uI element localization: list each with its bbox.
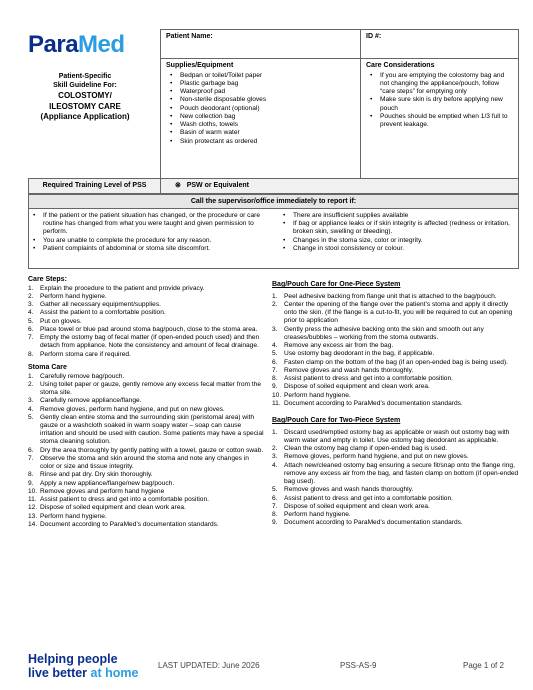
step-text: Remove gloves and wash hands thoroughly. (284, 366, 414, 374)
step-item (28, 471, 264, 479)
document-code: PSS-AS-9 (340, 661, 377, 670)
step-number: 7. (272, 366, 278, 374)
step-item (28, 480, 264, 488)
step-text: Use ostomy bag deodorant in the bag, if applicable. (284, 350, 435, 358)
step-text: Remove gloves, perform hand hygiene, and put on new gloves. (284, 453, 469, 461)
training-level-bar (28, 178, 519, 194)
step-number: 8. (272, 511, 278, 519)
list-item: • Plastic garbage bag (166, 80, 355, 88)
list-item: • Non-sterile disposable gloves (166, 96, 355, 104)
step-number: 3. (272, 453, 278, 461)
step-text: Gather all necessary equipment/supplies. (40, 301, 161, 309)
step-item (28, 334, 264, 350)
step-item (28, 488, 264, 496)
step-text: Empty the ostomy bag of fecal matter (if open-ended pouch used) and then detach from appliance. Note the consistency and amount of fecal drainage. (40, 334, 260, 350)
step-text: Gently clean entire stoma and the surrounding skin (peristomal area) with gauze or a washcloth soaked in warm soapy water – soap can cause irritation and should be used with caution. Some patients may have a special stoma cleaning solution. (40, 413, 264, 446)
step-text: Attach new/cleaned ostomy bag ensuring a secure fit/snap onto the flange ring, remove any excess air from the bag, and fasten clamp on bottom (if open-ended bag used). (284, 461, 519, 486)
list-item: • Patient complaints of abdominal or stoma site discomfort. (29, 245, 279, 253)
step-item (272, 511, 520, 519)
step-text: Discard used/emptied ostomy bag as applicable or wash out ostomy bag with warm water and empty in toilet. Use ostomy bag deodorant as applicable. (284, 428, 510, 445)
step-number: 4. (28, 405, 34, 413)
step-item (272, 326, 520, 342)
paramed-logo: ParaMed (28, 31, 125, 58)
step-number: 12. (28, 504, 38, 512)
step-text: Carefully remove appliance/flange. (40, 397, 142, 405)
step-item (28, 447, 264, 455)
step-item (272, 453, 520, 461)
step-number: 6. (28, 446, 34, 454)
step-text: Dry the area thoroughly by gently patting with a towel, gauze or cotton swab. (40, 446, 264, 454)
step-text: Carefully remove bag/pouch. (40, 372, 125, 380)
step-text: Perform hand hygiene. (284, 511, 351, 519)
footer-tagline: Helping people live better at home (28, 652, 139, 680)
step-item (272, 429, 520, 445)
step-number: 1. (28, 284, 34, 292)
step-item (28, 504, 264, 512)
care-considerations-list (366, 72, 513, 130)
step-text: Clean the ostomy bag clamp if open-ended bag is used. (284, 445, 448, 453)
step-item (272, 383, 520, 391)
step-number: 2. (28, 380, 34, 388)
training-value: ⊗ PSW or Equivalent (175, 182, 249, 189)
step-number: 8. (272, 375, 278, 383)
step-item (28, 293, 264, 301)
step-number: 13. (28, 512, 38, 520)
step-text: Explain the procedure to the patient and provide privacy. (40, 284, 205, 292)
step-item (28, 455, 264, 471)
step-number: 5. (28, 317, 34, 325)
step-number: 6. (272, 494, 278, 502)
step-item (28, 285, 264, 293)
step-text: Dispose of soiled equipment and clean work area. (40, 504, 186, 512)
step-number: 11. (272, 399, 281, 407)
two-piece-title: Bag/Pouch Care for Two-Piece System (272, 417, 401, 425)
step-number: 1. (272, 428, 278, 436)
step-item (272, 350, 520, 358)
step-text: Apply a new appliance/flange/new bag/pouch. (40, 479, 175, 487)
call-supervisor-banner: Call the supervisor/office immediately to report if: (28, 194, 519, 209)
step-text: Perform hand hygiene. (40, 292, 107, 300)
step-number: 9. (272, 519, 278, 527)
step-item (28, 326, 264, 334)
step-item (28, 521, 264, 529)
page-number: Page 1 of 2 (463, 661, 504, 670)
step-text: Assist the patient to a comfortable position. (40, 309, 166, 317)
step-item (28, 513, 264, 521)
list-item: • Waterproof pad (166, 88, 355, 96)
step-number: 7. (28, 334, 34, 342)
step-text: Perform hand hygiene. (40, 512, 107, 520)
step-item (272, 445, 520, 453)
step-number: 5. (272, 486, 278, 494)
one-piece-title: Bag/Pouch Care for One-Piece System (272, 281, 401, 288)
step-number: 4. (28, 309, 34, 317)
list-item: • There are insufficient supplies available (279, 212, 517, 220)
step-text: Using toilet paper or gauze, gently remove any excess fecal matter from the stoma site. (40, 380, 261, 397)
care-considerations-cell: Care Considerations • If you are emptying the colostomy bag and not changing the appliance/pouch, follow “care steps” for emptying only • Make sure skin is dry before applying new pouch • Pouches should be emptied when 1/3 full to prevent leakage. (361, 59, 519, 179)
step-item (28, 351, 264, 359)
left-column (28, 273, 264, 529)
supplies-list (166, 72, 355, 146)
step-text: Center the opening of the flange over the patient’s stoma and apply it directly onto the skin. (If the flange is a cut-to-fit, you will be required to cut an opening prior to application (284, 300, 513, 325)
step-text: Document according to ParaMed’s documentation standards. (284, 399, 463, 407)
report-list-right (279, 212, 517, 253)
step-text: Assist patient to dress and get into a comfortable position. (284, 375, 453, 383)
id-label: ID #: (366, 33, 382, 40)
step-item (272, 301, 520, 326)
step-number: 1. (272, 292, 278, 300)
step-text: Perform hand hygiene. (284, 391, 351, 399)
step-number: 8. (28, 471, 34, 479)
step-text: Observe the stoma and skin around the stoma and note any changes in color or size and tissue integrity. (40, 454, 249, 471)
step-number: 11. (28, 496, 37, 504)
stoma-care-list (28, 373, 264, 529)
step-item (272, 375, 520, 383)
step-number: 2. (28, 292, 34, 300)
step-item (272, 462, 520, 487)
circle-x-icon: ⊗ (175, 182, 181, 189)
step-number: 4. (272, 461, 278, 469)
step-text: Perform stoma care if required. (40, 350, 131, 358)
step-number: 5. (272, 350, 278, 358)
step-number: 5. (28, 413, 34, 421)
list-item: • Pouch deodorant (optional) (166, 105, 355, 113)
step-item (272, 400, 520, 408)
step-text: Document according to ParaMed’s documentation standards. (40, 520, 219, 528)
care-steps-title: Care Steps: (28, 276, 67, 283)
step-item (272, 486, 520, 494)
training-label: Required Training Level of PSS (29, 179, 161, 193)
list-item: • Wash cloths, towels (166, 121, 355, 129)
stoma-care-title: Stoma Care (28, 363, 67, 371)
step-item (28, 406, 264, 414)
step-number: 14. (28, 520, 38, 528)
step-number: 10. (272, 391, 282, 399)
right-column (272, 278, 520, 528)
step-item (272, 367, 520, 375)
list-item: • If you are emptying the colostomy bag and not changing the appliance/pouch, follow “care steps” for emptying only (366, 72, 513, 97)
step-item (28, 381, 264, 397)
list-item: • If the patient or the patient situation has changed, or the procedure or care routine has changed from what you were taught and given permission to perform. (29, 212, 279, 237)
step-number: 9. (28, 479, 34, 487)
step-number: 3. (272, 325, 278, 333)
step-text: Rinse and pat dry. Dry skin thoroughly. (40, 471, 153, 479)
patient-name-label: Patient Name: (166, 33, 213, 40)
step-item (272, 293, 520, 301)
step-item (28, 309, 264, 317)
step-item (28, 318, 264, 326)
step-number: 1. (28, 372, 34, 380)
list-item: • Changes in the stoma size, color or integrity. (279, 237, 517, 245)
step-text: Fasten clamp on the bottom of the bag (if an open-ended bag is being used). (284, 358, 508, 366)
step-text: Put on gloves. (40, 317, 82, 325)
step-item (272, 342, 520, 350)
step-number: 6. (28, 325, 34, 333)
step-number: 2. (272, 300, 278, 308)
step-item (28, 397, 264, 405)
two-piece-list (272, 429, 520, 528)
care-steps-list (28, 285, 264, 359)
list-item: • New collection bag (166, 113, 355, 121)
step-item (272, 359, 520, 367)
list-item: • Bedpan or toilet/Toilet paper (166, 72, 355, 80)
step-text: Peel adhesive backing from flange unit that is attached to the bag/pouch. (284, 292, 497, 300)
step-text: Gently press the adhesive backing onto the skin and smooth out any creases/bubbles – working from the stoma outwards. (284, 325, 484, 341)
last-updated: LAST UPDATED: June 2026 (158, 661, 260, 670)
list-item: • If bag or appliance leaks or if skin integrity is affected (redness or irritation, broken skin, swelling or bleeding). (279, 220, 517, 236)
step-item (272, 495, 520, 503)
step-number: 3. (28, 397, 34, 405)
step-text: Assist patient to dress and get into a comfortable position. (284, 494, 453, 502)
step-number: 7. (28, 454, 34, 462)
list-item: • Basin of warm water (166, 129, 355, 137)
step-item (28, 373, 264, 381)
list-item: • Skin protectant as ordered (166, 138, 355, 146)
supplies-cell: Supplies/Equipment • Bedpan or toilet/Toilet paper • Plastic garbage bag • Waterproof pad • Non-sterile disposable gloves • Pouch deodorant (optional) • New collection bag • Wash cloths, towels • Basin of warm water • Skin protectant as ordered (161, 59, 361, 179)
step-item (272, 519, 520, 527)
step-text: Place towel or blue pad around stoma bag/pouch, close to the stoma area. (40, 325, 258, 333)
step-text: Remove gloves and perform hand hygiene (40, 487, 165, 495)
one-piece-list (272, 293, 520, 408)
step-number: 3. (28, 301, 34, 309)
patient-info-table (160, 29, 519, 179)
step-text: Dispose of soiled equipment and clean work area. (284, 383, 430, 391)
step-number: 2. (272, 445, 278, 453)
step-item (28, 496, 264, 504)
step-text: Document according to ParaMed’s documentation standards. (284, 519, 463, 527)
step-item (272, 392, 520, 400)
step-item (272, 503, 520, 511)
report-list-left (29, 212, 279, 253)
list-item: • Make sure skin is dry before applying new pouch (366, 96, 513, 112)
guideline-title: Patient-Specific Skill Guideline For: COLOSTOMY/ ILEOSTOMY CARE (Appliance Application) (40, 73, 130, 122)
list-item: • Change in stool consistency or colour. (279, 245, 517, 253)
step-item (28, 301, 264, 309)
step-text: Dispose of soiled equipment and clean work area. (284, 502, 430, 510)
report-conditions-box (28, 209, 519, 269)
step-number: 7. (272, 502, 278, 510)
step-number: 8. (28, 350, 34, 358)
step-number: 9. (272, 383, 278, 391)
step-text: Remove gloves and wash hands thoroughly. (284, 486, 414, 494)
step-text: Assist patient to dress and get into a comfortable position. (40, 496, 209, 504)
step-text: Remove gloves, perform hand hygiene, and put on new gloves. (40, 405, 225, 413)
step-item (28, 414, 264, 447)
step-number: 6. (272, 358, 278, 366)
step-number: 4. (272, 342, 278, 350)
list-item: • Pouches should be emptied when 1/3 full to prevent leakage. (366, 113, 513, 129)
list-item: • You are unable to complete the procedure for any reason. (29, 237, 279, 245)
step-number: 10. (28, 487, 38, 495)
step-text: Remove any excess air from the bag. (284, 342, 394, 350)
